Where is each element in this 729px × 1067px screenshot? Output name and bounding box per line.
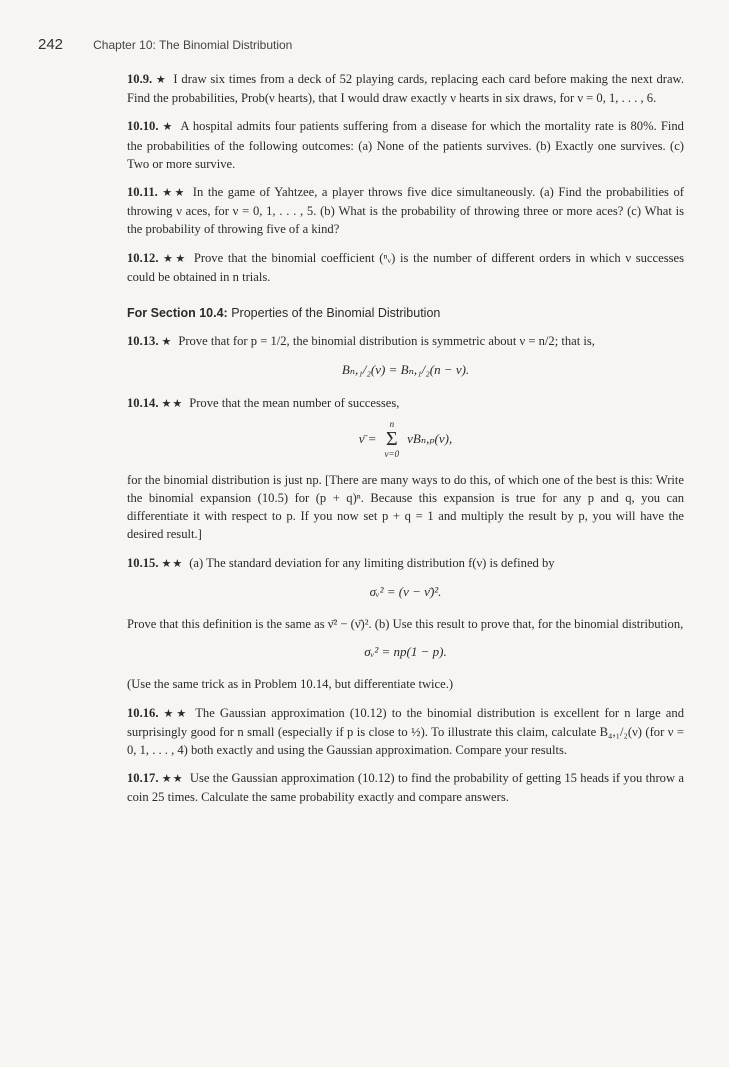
problem-item (127, 704, 684, 760)
problem-number: 10.12. (127, 250, 159, 265)
problem-10-15 (127, 554, 684, 694)
problem-number: 10.11. (127, 185, 158, 200)
problem-item (127, 70, 684, 107)
problem-hint: (Use the same trick as in Problem 10.14, but differentiate twice.) (127, 677, 454, 692)
page-number: 242 (38, 36, 64, 53)
problem-number: 10.16. (127, 705, 159, 720)
problem-text-continued: Prove that this definition is the same as ν̄² − (ν̄)². (b) Use this result to prove that, for the binomial distribution, (127, 617, 684, 632)
difficulty-stars: ★★ (161, 773, 184, 786)
sigma-symbol: Σ (386, 427, 398, 450)
problem-text: (a) The standard deviation for any limiting distribution f(ν) is defined by (189, 555, 555, 570)
difficulty-stars: ★ (161, 121, 175, 134)
difficulty-stars: ★★ (161, 707, 190, 720)
eq-rhs: νBₙ,ₚ(ν), (407, 431, 453, 447)
problem-number: 10.17. (127, 771, 159, 786)
problem-number: 10.14. (127, 395, 159, 410)
problem-text: The Gaussian approximation (10.12) to the binomial distribution is excellent for n large and surprisingly good for n small (especially if p is close to ½). To illustrate this claim, calculate B₄,₁/₂(ν) (for ν = 0, 1, . . . , 4) both exactly and using the Gaussian approximation. Compare your results. (127, 705, 684, 758)
problem-text: In the game of Yahtzee, a player throws five dice simultaneously. (a) Find the probabilities of throwing ν aces, for ν = 0, 1, . . . , 5. (b) What is the probability of throwing three or more aces? (c) What is the probability of throwing five of a kind? (127, 185, 684, 237)
problem-item (127, 183, 684, 239)
std-dev-definition: σᵥ² = (ν − ν̄)². (369, 583, 442, 599)
problem-item (127, 249, 684, 286)
difficulty-stars: ★★ (161, 397, 184, 410)
section-heading (127, 304, 684, 322)
difficulty-stars: ★ (155, 74, 168, 86)
problem-text: Use the Gaussian approximation (10.12) to find the probability of getting 15 heads if you throw a coin 25 times. Calculate the same probability exactly and compare answers. (127, 771, 684, 805)
problem-number: 10.9. (127, 72, 153, 86)
section-label: For Section 10.4: (127, 306, 228, 321)
binomial-variance-equation: σᵥ² = np(1 − p). (364, 644, 447, 660)
mean-equation (127, 419, 684, 459)
difficulty-stars: ★★ (161, 557, 184, 570)
problem-text: Prove that the binomial coefficient (ⁿᵥ) is the number of different orders in which ν successes could be obtained in n trials. (127, 250, 684, 284)
problem-10-14 (127, 394, 684, 544)
problem-number: 10.15. (127, 555, 159, 570)
problem-list-a (127, 70, 684, 286)
summation (385, 419, 400, 459)
page-header (38, 36, 698, 53)
page-body (127, 70, 684, 817)
problem-text: Prove that for p = 1/2, the binomial distribution is symmetric about ν = n/2; that is, (178, 334, 595, 349)
problem-text: I draw six times from a deck of 52 playing cards, replacing each card before making the next draw. Find the probabilities, Prob(ν hearts), that I would draw exactly ν hearts in six draws, for ν = 0, 1, . . . , 6. (127, 72, 684, 106)
difficulty-stars: ★★ (160, 187, 187, 200)
section-title: Properties of the Binomial Distribution (231, 306, 441, 321)
problem-text: A hospital admits four patients suffering from a disease for which the mortality rate is 80%. Find the probabilities of the following outcomes: (a) None of the patients survives. (b) Exactly one survives. (c) Two or more survive. (127, 119, 684, 171)
sum-upper-limit: n (389, 418, 395, 429)
equation: Bₙ,₁/₂(ν) = Bₙ,₁/₂(n − ν). (341, 362, 470, 378)
problem-10-13 (127, 332, 684, 379)
problem-number: 10.13. (127, 334, 159, 349)
problem-text: Prove that the mean number of successes, (189, 395, 400, 410)
sum-lower-limit: ν=0 (384, 448, 400, 459)
problem-item (127, 769, 684, 806)
problem-number: 10.10. (127, 119, 159, 134)
difficulty-stars: ★★ (161, 252, 188, 265)
eq-lhs: ν̄ = (358, 431, 377, 447)
chapter-title: Chapter 10: The Binomial Distribution (93, 38, 293, 52)
difficulty-stars: ★ (161, 336, 173, 349)
problem-item (127, 117, 684, 173)
problem-text-continued: for the binomial distribution is just np. [There are many ways to do this, of which one of the best is this: Write the binomial expansion (10.5) for (p + q)ⁿ. Because this expansion is true for any p and q, you can differentiate it with respect to p. If you now set p + q = 1 and multiply the result by p, you will have the desired result.] (127, 472, 684, 542)
problem-list-b (127, 704, 684, 807)
